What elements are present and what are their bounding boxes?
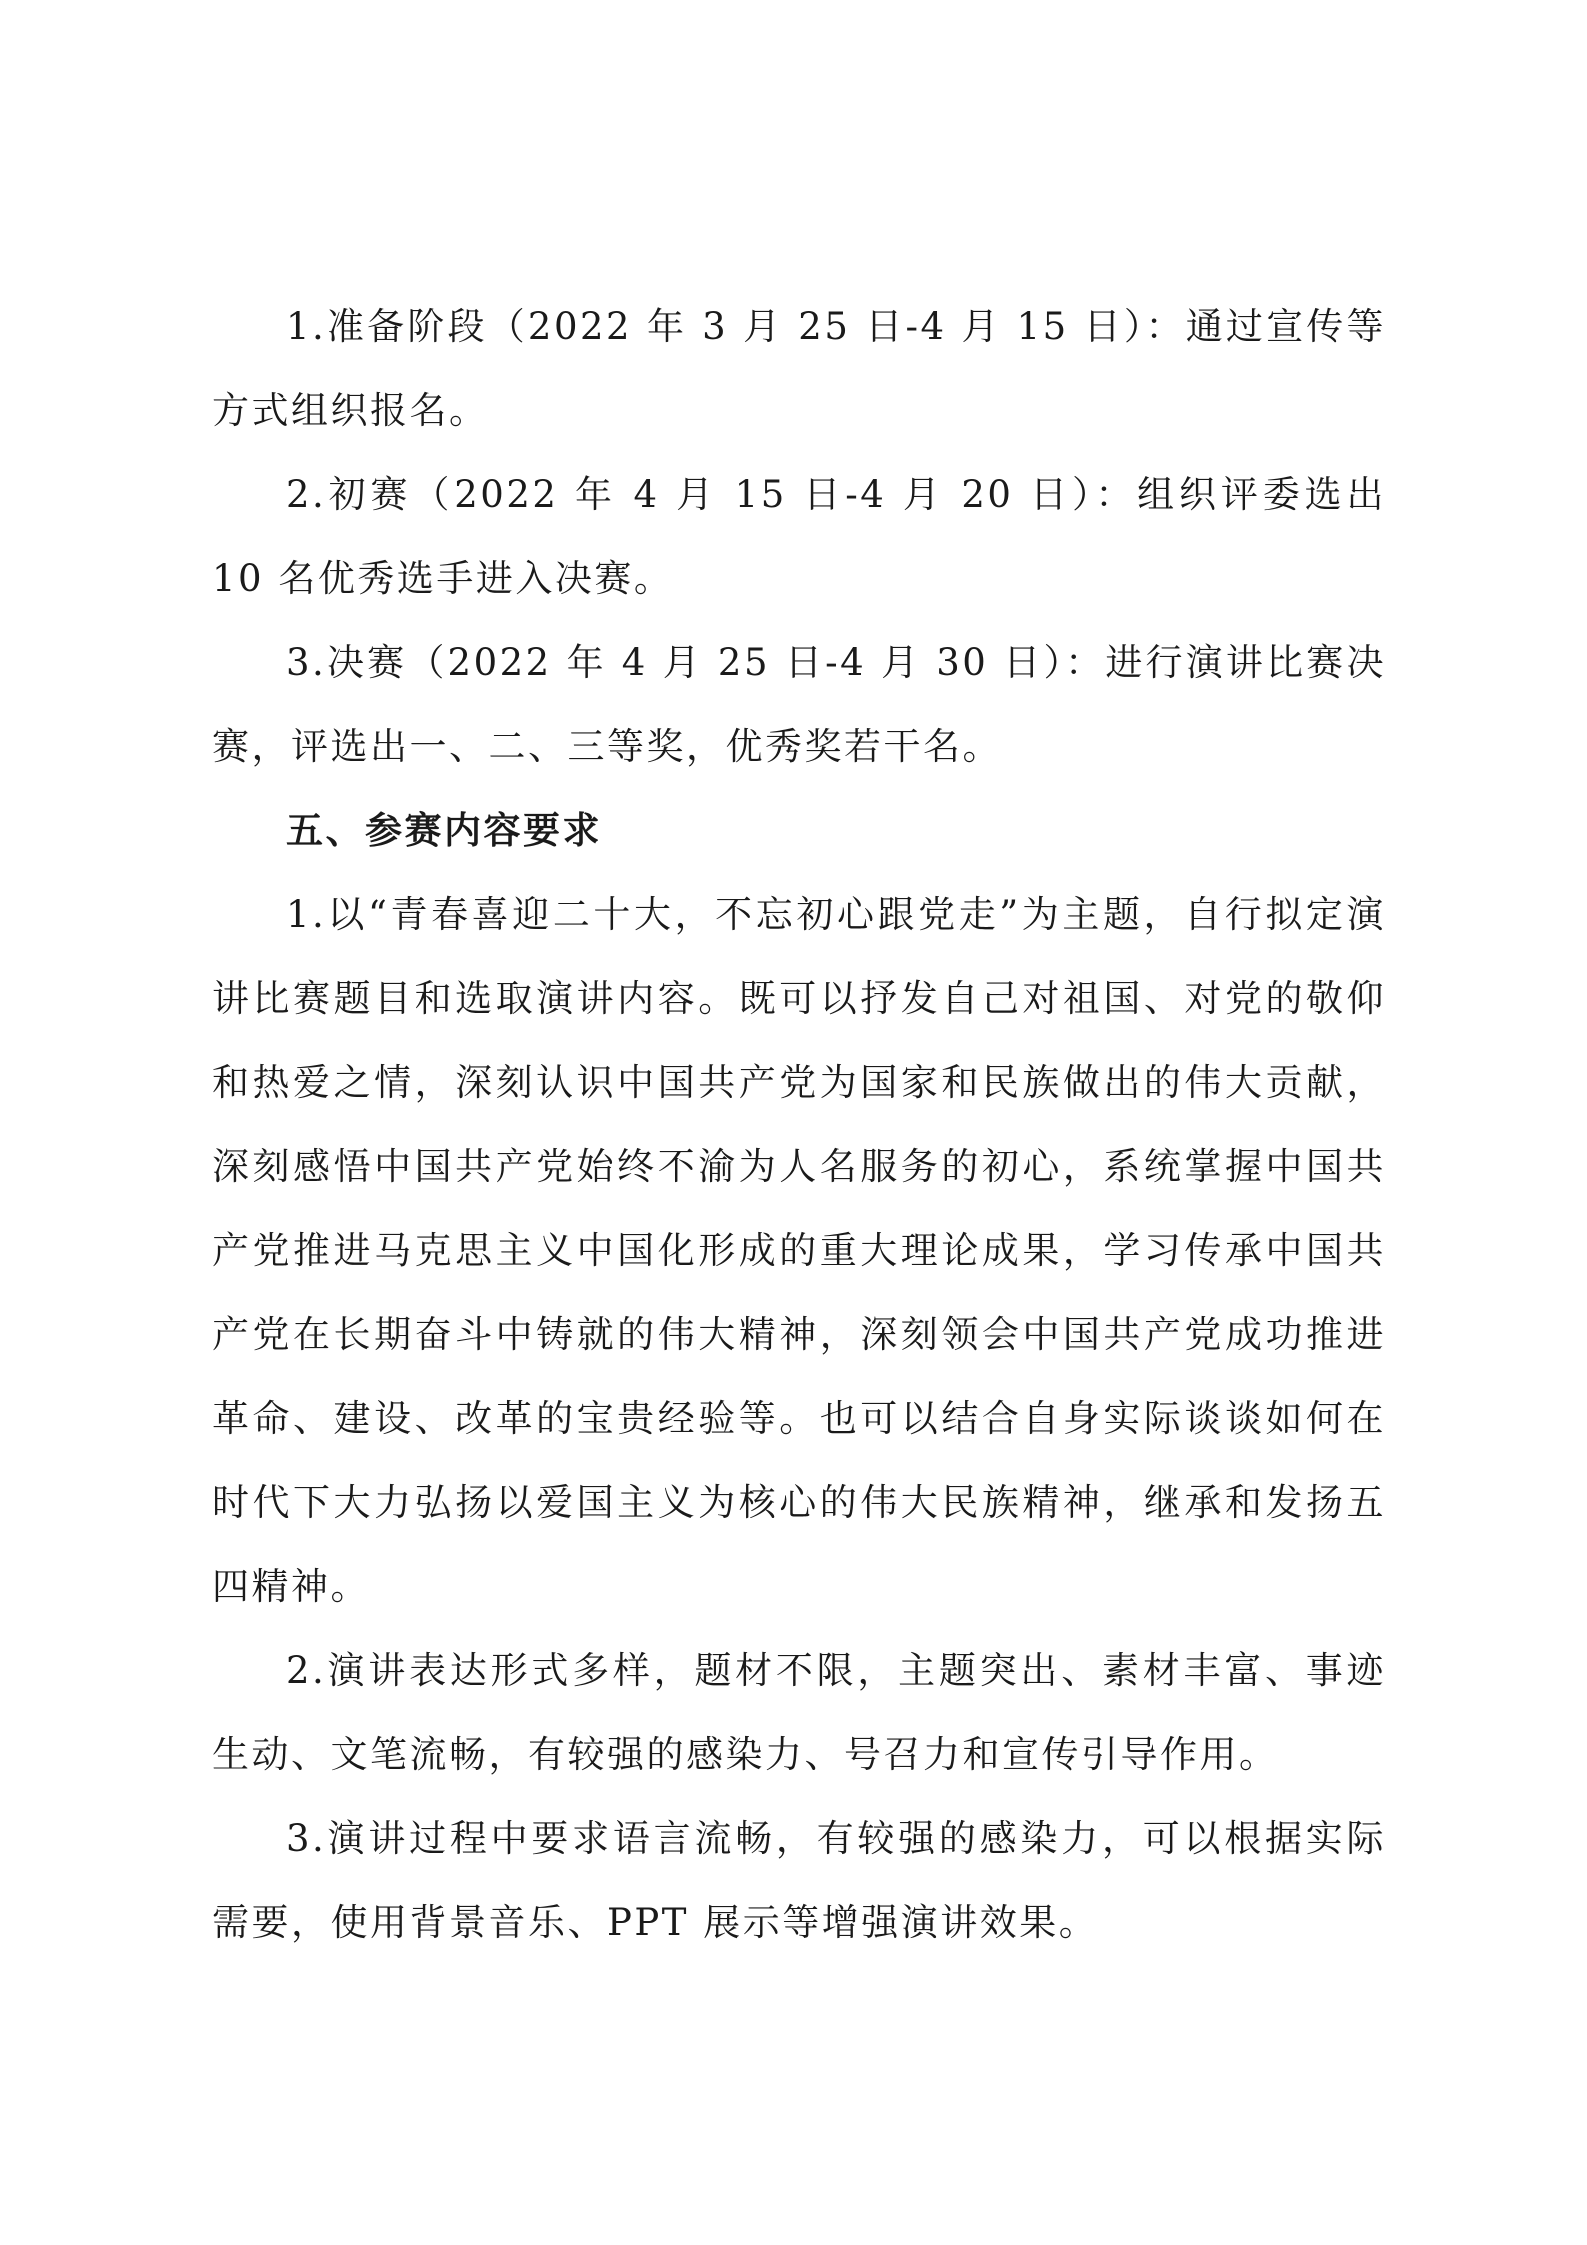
section-heading: 五、参赛内容要求 [286, 809, 602, 852]
stage-final-paragraph: 3.决赛（2022 年 4 月 25 日-4 月 30 日）：进行演讲比赛决赛，评选出一、二、三等奖，优秀奖若干名。 [212, 641, 1386, 768]
stage-preparation-paragraph: 1.准备阶段（2022 年 3 月 25 日-4 月 15 日）：通过宣传等方式组织报名。 [212, 305, 1386, 432]
stage-preliminary-paragraph: 2.初赛（2022 年 4 月 15 日-4 月 20 日）：组织评委选出 10 名优秀选手进入决赛。 [212, 473, 1386, 600]
requirement-theme-paragraph: 1.以“青春喜迎二十大，不忘初心跟党走”为主题，自行拟定演讲比赛题目和选取演讲内容。既可以抒发自己对祖国、对党的敬仰和热爱之情，深刻认识中国共产党为国家和民族做出的伟大贡献，深刻感悟中国共产党始终不渝为人名服务的初心，系统掌握中国共产党推进马克思主义中国化形成的重大理论成果，学习传承中国共产党在长期奋斗中铸就的伟大精神，深刻领会中国共产党成功推进革命、建设、改革的宝贵经验等。也可以结合自身实际谈谈如何在时代下大力弘扬以爱国主义为核心的伟大民族精神，继承和发扬五四精神。 [212, 893, 1386, 1608]
requirement-delivery-paragraph: 3.演讲过程中要求语言流畅，有较强的感染力，可以根据实际需要，使用背景音乐、PPT 展示等增强演讲效果。 [212, 1817, 1386, 1944]
requirement-format-paragraph: 2.演讲表达形式多样，题材不限，主题突出、素材丰富、事迹生动、文笔流畅，有较强的感染力、号召力和宣传引导作用。 [212, 1649, 1386, 1776]
document-body [212, 285, 1386, 1965]
